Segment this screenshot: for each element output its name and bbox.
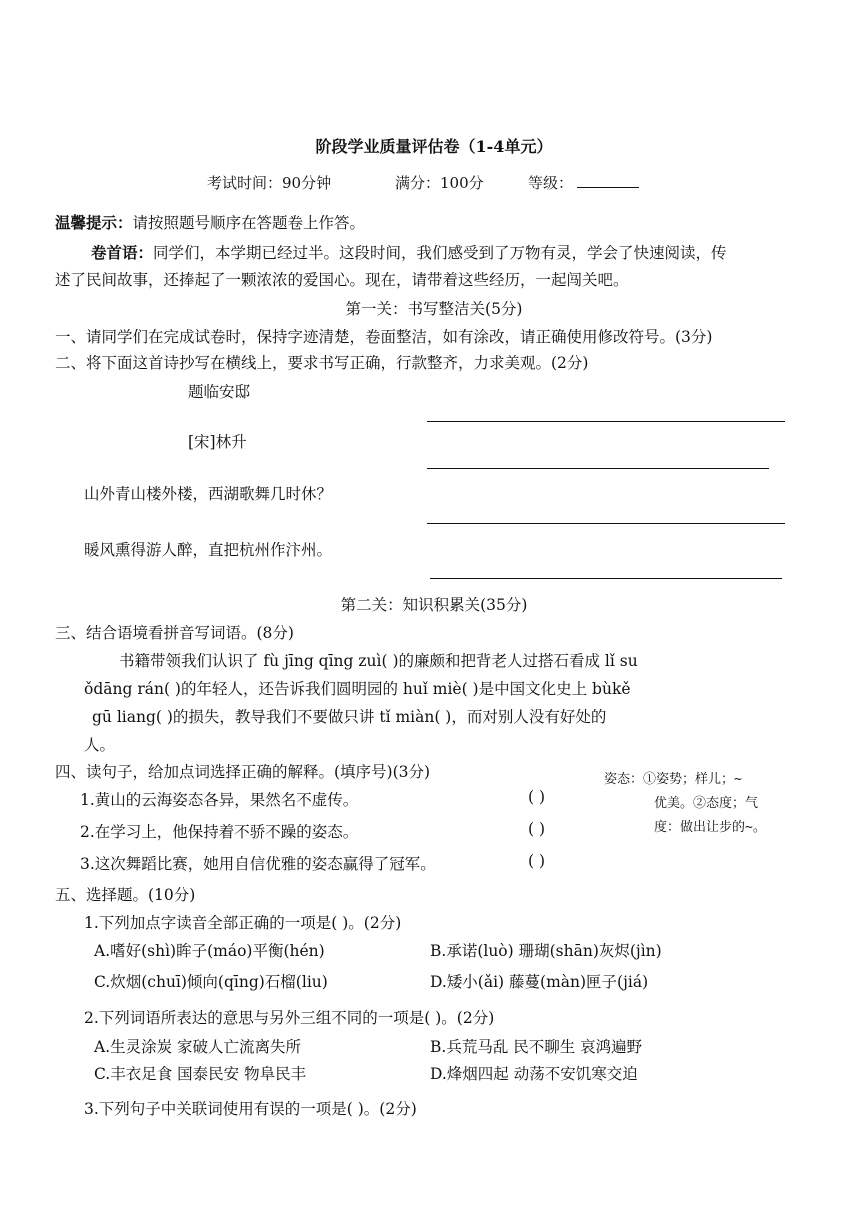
q4-answer-3[interactable]: ( ) <box>528 852 546 870</box>
question-3-title: 三、结合语境看拼音写词语。(8分) <box>55 624 294 642</box>
tip-label: 温馨提示： <box>55 213 133 232</box>
intro-line-1 <box>91 241 727 263</box>
tip <box>55 211 365 233</box>
q5-2-option-d[interactable]: D.烽烟四起 动荡不安饥寒交迫 <box>430 1065 638 1083</box>
intro-label: 卷首语： <box>91 243 154 262</box>
tip-text: 请按照题号顺序在答题卷上作答。 <box>132 214 366 232</box>
grade-label: 等级： <box>528 174 574 192</box>
q5-2-option-c[interactable]: C.丰衣足食 国泰民安 物阜民丰 <box>94 1065 307 1083</box>
question-2: 二、将下面这首诗抄写在横线上，要求书写正确，行款整齐，力求美观。(2分) <box>55 354 589 372</box>
copy-line-4[interactable] <box>430 578 782 579</box>
question-3-line-4: 人。 <box>84 736 116 754</box>
copy-line-1[interactable] <box>427 421 785 422</box>
intro-line-2: 述了民间故事，还捧起了一颗浓浓的爱国心。现在，请带着这些经历，一起闯关吧。 <box>55 271 629 289</box>
section2-heading: 第二关：知识积累关(35分) <box>340 596 528 614</box>
exam-time: 考试时间：90分钟 <box>207 174 332 192</box>
q4-item-2: 2.在学习上，他保持着不骄不躁的姿态。 <box>80 823 359 841</box>
definition-note <box>604 768 814 840</box>
q4-answer-2[interactable]: ( ) <box>528 820 546 838</box>
q5-1-option-b[interactable]: B.承诺(luò) 珊瑚(shān)灰烬(jìn) <box>430 942 662 960</box>
q5-1-option-a[interactable]: A.嗜好(shì)眸子(máo)平衡(hén) <box>94 942 325 960</box>
poem-line-2: 暖风熏得游人醉，直把杭州作汴州。 <box>84 541 333 559</box>
grade-blank <box>577 173 639 188</box>
q5-1-option-c[interactable]: C.炊烟(chuī)倾向(qīng)石榴(liu) <box>94 973 328 991</box>
q5-2-option-a[interactable]: A.生灵涂炭 家破人亡流离失所 <box>94 1038 302 1056</box>
q4-answer-1[interactable]: ( ) <box>528 788 546 806</box>
question-5-title: 五、选择题。(10分) <box>55 886 196 904</box>
intro-text-1: 同学们，本学期已经过半。这段时间，我们感受到了万物有灵，学会了快速阅读，传 <box>153 244 727 262</box>
poem-line-1: 山外青山楼外楼，西湖歌舞几时休？ <box>84 485 333 503</box>
poem-author: [宋]林升 <box>188 433 247 451</box>
q5-3-stem: 3.下列句子中关联词使用有误的一项是( )。(2分) <box>84 1100 417 1118</box>
grade-field <box>528 172 639 193</box>
q4-item-3: 3.这次舞蹈比赛，她用自信优雅的姿态赢得了冠军。 <box>80 855 436 873</box>
q5-2-option-b[interactable]: B.兵荒马乱 民不聊生 哀鸿遍野 <box>430 1038 643 1056</box>
q5-1-stem: 1.下列加点字读音全部正确的一项是( )。(2分) <box>84 914 402 932</box>
copy-line-2[interactable] <box>427 468 769 469</box>
question-3-line-1: 书籍带领我们认识了 fù jīng qīng zuì( )的廉颇和把背老人过搭石看成 lǐ su <box>119 652 638 670</box>
section1-heading: 第一关：书写整洁关(5分) <box>345 300 523 318</box>
q5-2-stem: 2.下列词语所表达的意思与另外三组不同的一项是( )。(2分) <box>84 1009 495 1027</box>
question-1: 一、请同学们在完成试卷时，保持字迹清楚，卷面整洁，如有涂改，请正确使用修改符号。(3分) <box>55 328 713 346</box>
definition-line-1: 姿态：①姿势；样儿；~ <box>604 772 742 787</box>
definition-line-3: 度：做出让步的~。 <box>654 820 766 835</box>
full-score: 满分：100分 <box>395 174 484 192</box>
definition-line-2: 优美。②态度；气 <box>654 796 759 811</box>
question-3-line-3: gū liang( )的损失，教导我们不要做只讲 tǐ miàn( )，而对别人没有好处的 <box>92 708 607 726</box>
question-3-line-2: ǒdāng rán( )的年轻人，还告诉我们圆明园的 huǐ miè( )是中国文化史上 bùkě <box>84 680 631 698</box>
poem-title: 题临安邸 <box>188 383 251 401</box>
q4-item-1: 1.黄山的云海姿态各异，果然名不虚传。 <box>80 791 359 809</box>
copy-line-3[interactable] <box>427 523 785 524</box>
question-4-title: 四、读句子，给加点词选择正确的解释。(填序号)(3分) <box>55 763 431 781</box>
q5-1-option-d[interactable]: D.矮小(ǎi) 藤蔓(màn)匣子(jiá) <box>430 973 649 991</box>
exam-title: 阶段学业质量评估卷（1-4单元） <box>315 137 553 156</box>
